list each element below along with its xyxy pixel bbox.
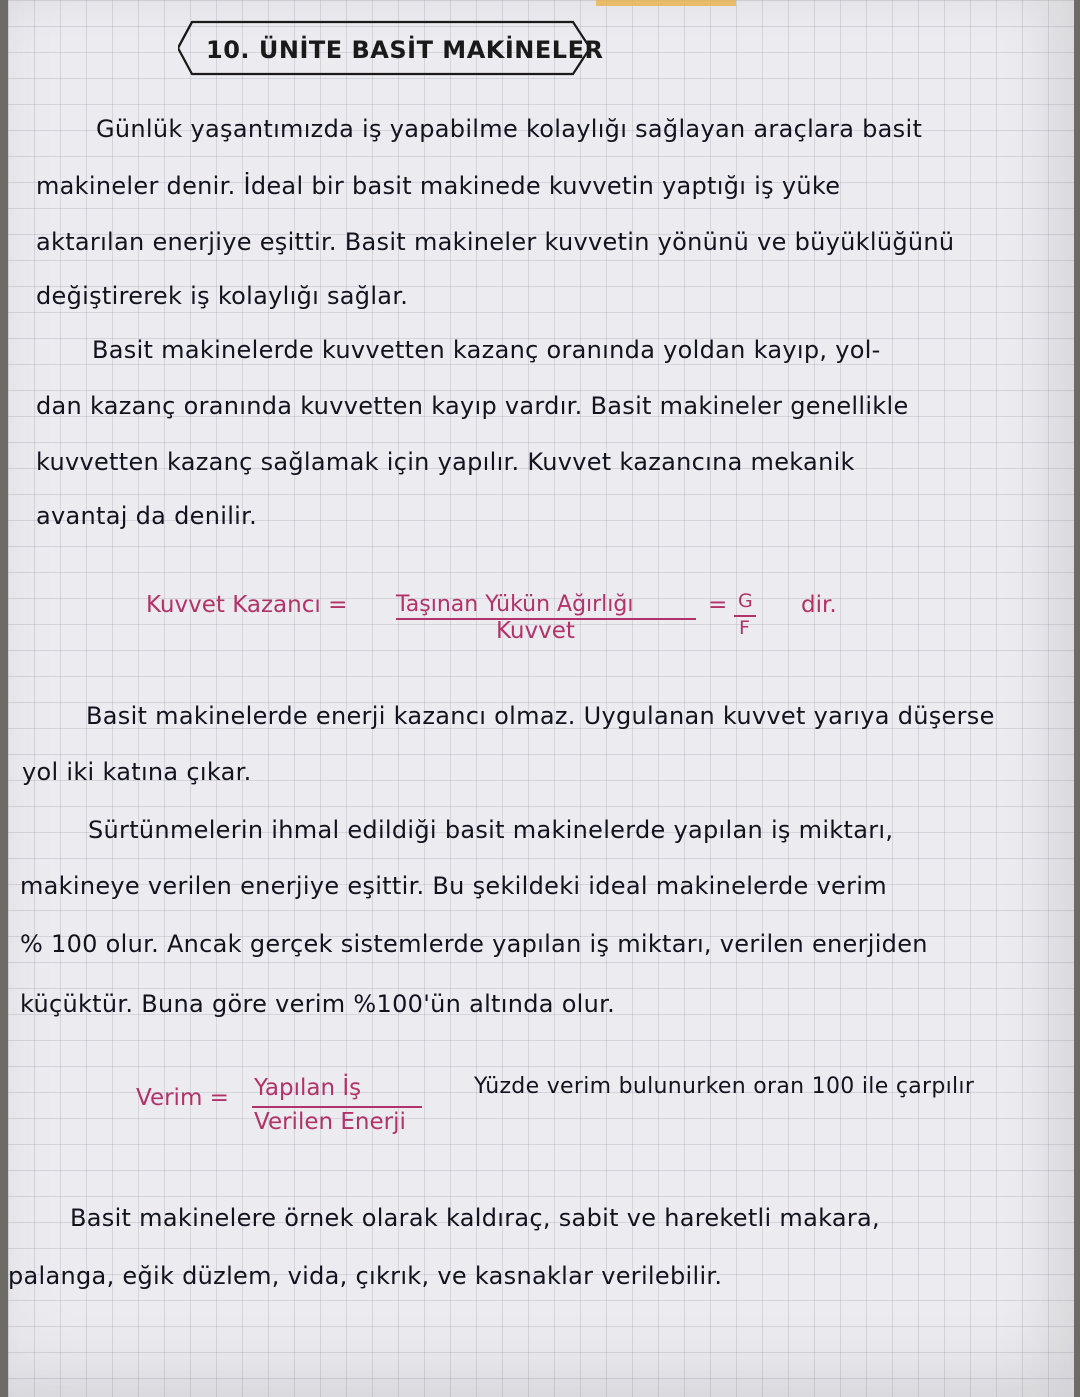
formula1-symbol-g: G: [738, 590, 753, 612]
formula2-note: Yüzde verim bulunurken oran 100 ile çarpılır: [474, 1074, 975, 1099]
title-banner: [178, 14, 604, 82]
p5-line-1: Basit makinelere örnek olarak kaldıraç, sabit ve hareketli makara,: [70, 1204, 880, 1232]
formula2-denominator: Verilen Enerji: [254, 1109, 406, 1135]
p4-line-1: Sürtünmelerin ihmal edildiği basit makinelerde yapılan iş miktarı,: [88, 816, 894, 844]
formula1-suffix: dir.: [801, 592, 837, 618]
p2-line-4: avantaj da denilir.: [36, 502, 258, 530]
p2-line-3: kuvvetten kazanç sağlamak için yapılır. Kuvvet kazancına mekanik: [36, 448, 855, 476]
formula2-fraction-bar: [252, 1106, 422, 1108]
p2-line-1: Basit makinelerde kuvvetten kazanç oranında yoldan kayıp, yol-: [92, 336, 881, 364]
formula1-symbol-f: F: [739, 617, 750, 639]
p1-line-2: makineler denir. İdeal bir basit makinede kuvvetin yaptığı iş yüke: [36, 172, 841, 200]
p3-line-1: Basit makinelerde enerji kazancı olmaz. Uygulanan kuvvet yarıya düşerse: [86, 702, 995, 730]
page-title: 10. ÜNİTE BASİT MAKİNELER: [206, 36, 604, 64]
p3-line-2: yol iki katına çıkar.: [22, 758, 252, 786]
p4-line-2: makineye verilen enerjiye eşittir. Bu şekildeki ideal makinelerde verim: [20, 872, 887, 900]
p1-line-4: değiştirerek iş kolaylığı sağlar.: [36, 282, 409, 310]
formula1-denominator: Kuvvet: [496, 618, 575, 644]
formula1-lhs: Kuvvet Kazancı =: [146, 592, 348, 618]
formula2-numerator: Yapılan İş: [254, 1075, 362, 1101]
formula2-lhs: Verim =: [136, 1085, 229, 1111]
formula-mechanical-advantage: [146, 590, 866, 654]
formula1-equals: =: [708, 592, 728, 618]
formula-efficiency: [136, 1075, 436, 1139]
p4-line-4: küçüktür. Buna göre verim %100'ün altında olur.: [20, 990, 616, 1018]
p1-line-3: aktarılan enerjiye eşittir. Basit makineler kuvvetin yönünü ve büyüklüğünü: [36, 228, 955, 256]
p5-line-2: palanga, eğik düzlem, vida, çıkrık, ve kasnaklar verilebilir.: [8, 1262, 723, 1290]
formula1-numerator: Taşınan Yükün Ağırlığı: [396, 592, 634, 617]
p4-line-3: % 100 olur. Ancak gerçek sistemlerde yapılan iş miktarı, verilen enerjiden: [20, 930, 928, 958]
p1-line-1: Günlük yaşantımızda iş yapabilme kolaylığı sağlayan araçlara basit: [96, 115, 923, 143]
page-tab-accent: [596, 0, 736, 6]
notebook-page: [8, 0, 1074, 1397]
p2-line-2: dan kazanç oranında kuvvetten kayıp vardır. Basit makineler genellikle: [36, 392, 909, 420]
